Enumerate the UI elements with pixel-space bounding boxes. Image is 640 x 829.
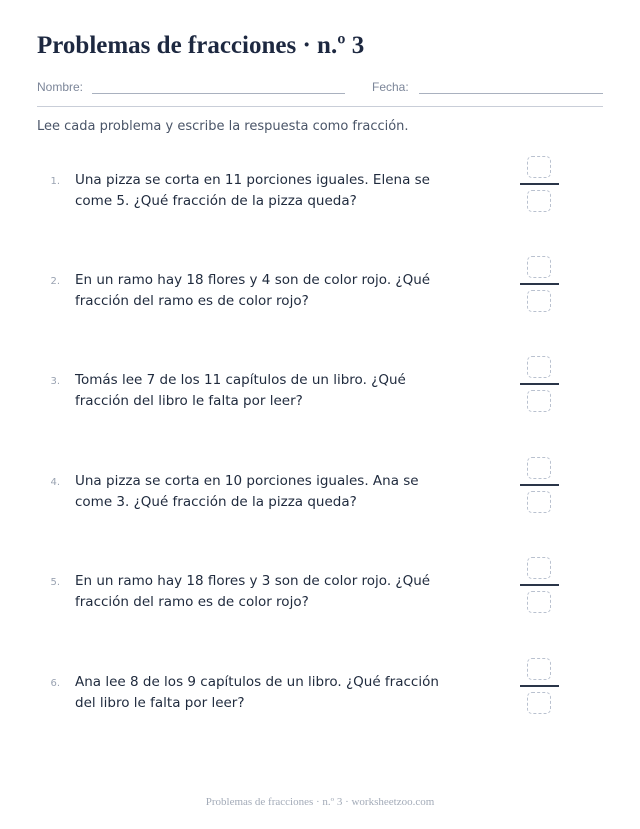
fraction-bar (520, 685, 559, 687)
fraction-bar (520, 584, 559, 586)
problem-text: Una pizza se corta en 11 porciones iguales. Elena se come 5. ¿Qué fracción de la pizza queda? (75, 172, 430, 209)
problem-item (0, 370, 640, 450)
problem-number: 4. (50, 477, 60, 488)
problem-number: 5. (50, 577, 60, 588)
numerator-box[interactable] (527, 658, 551, 680)
problem-text: Ana lee 8 de los 9 capítulos de un libro. ¿Qué fracción del libro le falta por leer? (75, 674, 439, 711)
numerator-box[interactable] (527, 256, 551, 278)
name-date-row (37, 80, 603, 96)
name-label: Nombre: (37, 80, 84, 94)
problem-number: 3. (50, 376, 60, 387)
denominator-box[interactable] (527, 491, 551, 513)
numerator-box[interactable] (527, 557, 551, 579)
problem-number: 2. (50, 276, 60, 287)
page-footer: Problemas de fracciones · n.º 3 · worksheetzoo.com (205, 796, 435, 808)
denominator-box[interactable] (527, 290, 551, 312)
fraction-bar (520, 183, 559, 185)
date-field[interactable] (419, 93, 603, 94)
problem-number: 1. (50, 176, 60, 187)
fraction-answer (520, 156, 560, 220)
instructions: Lee cada problema y escribe la respuesta como fracción. (37, 119, 409, 134)
problem-item (0, 672, 640, 752)
header-divider (37, 106, 603, 107)
page-title: Problemas de fracciones · n.º 3 (37, 32, 365, 59)
problem-text: En un ramo hay 18 flores y 4 son de color rojo. ¿Qué fracción del ramo es de color rojo? (75, 272, 431, 309)
numerator-box[interactable] (527, 356, 551, 378)
problem-text: Una pizza se corta en 10 porciones iguales. Ana se come 3. ¿Qué fracción de la pizza queda? (75, 473, 419, 510)
denominator-box[interactable] (527, 390, 551, 412)
denominator-box[interactable] (527, 591, 551, 613)
fraction-answer (520, 658, 560, 722)
problem-item (0, 270, 640, 350)
problem-text: Tomás lee 7 de los 11 capítulos de un libro. ¿Qué fracción del libro le falta por leer? (75, 372, 406, 409)
problem-item (0, 571, 640, 651)
fraction-answer (520, 256, 560, 320)
problem-number: 6. (50, 678, 60, 689)
date-label: Fecha: (372, 80, 409, 94)
name-field[interactable] (92, 93, 345, 94)
fraction-bar (520, 383, 559, 385)
denominator-box[interactable] (527, 692, 551, 714)
problem-item (0, 471, 640, 551)
fraction-answer (520, 557, 560, 621)
fraction-bar (520, 484, 559, 486)
fraction-answer (520, 356, 560, 420)
denominator-box[interactable] (527, 190, 551, 212)
problem-text: En un ramo hay 18 flores y 3 son de color rojo. ¿Qué fracción del ramo es de color rojo? (75, 573, 431, 610)
fraction-bar (520, 283, 559, 285)
numerator-box[interactable] (527, 156, 551, 178)
numerator-box[interactable] (527, 457, 551, 479)
problem-item (0, 170, 640, 250)
fraction-answer (520, 457, 560, 521)
